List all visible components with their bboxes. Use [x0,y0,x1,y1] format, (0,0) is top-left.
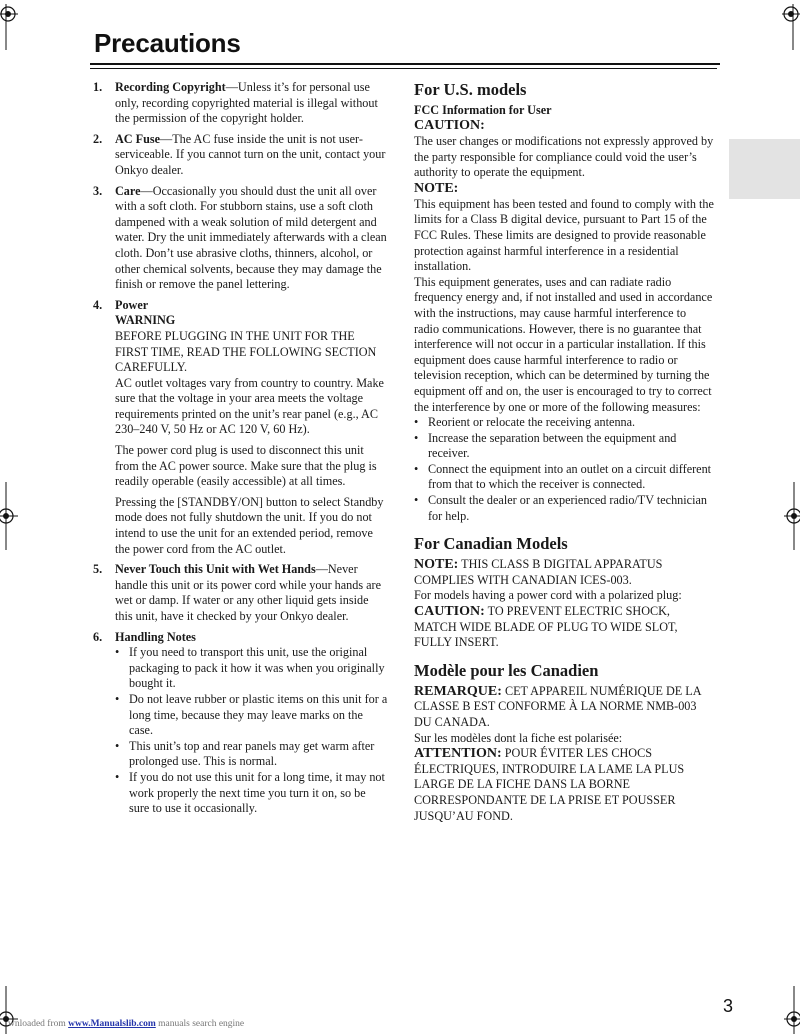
registration-mark-bottom-left-icon [0,984,22,1008]
caution-text: TO PREVENT ELECTRIC SHOCK, MATCH WIDE BLADE OF PLUG TO WIDE SLOT, FULLY INSERT. [414,604,678,650]
power-paragraph-plug: The power cord plug is used to disconnect this unit from the AC power source. Make sure that the plug is readily operable (easily accessible) at all times. [115,443,377,489]
attention-label: ATTENTION: [414,746,502,762]
header-rule-thin [90,68,717,69]
list-item: • Do not leave rubber or plastic items on this unit for a long time, because they may leave marks on the case. [115,691,388,738]
item-heading: Handling Notes [115,629,196,644]
right-column [414,80,714,834]
section-heading-canada: For Canadian Models [414,534,568,554]
item-number: 4. [93,297,103,312]
item-heading: AC Fuse [115,131,161,146]
precaution-item-ac-fuse [93,132,388,179]
item-text: —Occasionally you should dust the unit all over with a soft cloth. For stubborn stains, use a soft cloth dampened with a weak solution of mild detergent and water. Dry the unit immediately afterwards with a clean cloth. Don’t use abrasive cloths, thinners, alcohol, or other chemical solvents, because they may damage the finish or remove the panel lettering. [115,183,387,292]
caution-label: CAUTION: [414,604,485,620]
power-paragraph-standby: Pressing the [STANDBY/ON] button to select Standby mode does not fully shutdown the unit. If you do not intend to use the unit for an extended period, remove the power cord from the AC outlet. [115,494,384,556]
item-number: 2. [93,131,103,146]
item-number: 6. [93,629,103,644]
note-label: NOTE: [414,180,459,196]
manualslib-link[interactable]: www.Manualslib.com [68,1019,156,1029]
registration-mark-mid-right-icon [780,480,800,504]
warning-label: WARNING [115,313,176,328]
item-number: 1. [93,80,103,94]
remarque-text: CET APPAREIL NUMÉRIQUE DE LA CLASSE B EST CONFORME À LA NORME NMB-003 DU CANADA. [414,683,701,729]
polarized-plug-text: For models having a power cord with a polarized plug: [414,588,682,603]
list-item: • Consult the dealer or an experienced radio/TV technician for help. [414,493,707,523]
item-heading: Recording Copyright [115,80,226,94]
warning-text: BEFORE PLUGGING IN THE UNIT FOR THE FIRST TIME, READ THE FOLLOWING SECTION CAREFULLY. [115,328,377,375]
caution-label: CAUTION: [414,118,485,133]
remarque-label: REMARQUE: [414,683,502,699]
left-column [93,80,388,822]
attention-text: POUR ÉVITER LES CHOCS ÉLECTRIQUES, INTRODUIRE LA LAME LA PLUS LARGE DE LA FICHE DANS LA BORNE CORRESPONDANTE DE LA PRISE ET POUSSER JUSQU’AU FOND. [414,746,685,823]
list-item: • Reorient or relocate the receiving antenna. [414,415,636,430]
handling-notes-list [115,645,388,817]
list-item: • Connect the equipment into an outlet on a circuit different from that to which the receiver is connected. [414,461,712,492]
registration-mark-mid-left-icon [0,480,22,504]
section-heading-us: For U.S. models [414,80,527,99]
item-heading: Care [115,183,141,198]
fcc-subheading: FCC Information for User [414,103,552,117]
registration-mark-bottom-right-icon [780,984,800,1008]
page-number: 3 [723,996,734,1016]
registration-mark-top-right-icon [780,2,800,26]
download-footer [8,1019,244,1029]
precaution-item-handling-notes [93,630,388,817]
footer-suffix: manuals search engine [158,1019,245,1029]
item-heading: Power [115,297,149,312]
canadian-models-fr-section [414,661,714,824]
list-item: • If you do not use this unit for a long time, it may not work properly the next time you turn it on, so be sure to use it occasionally. [115,769,385,816]
page-title: Precautions [94,28,241,58]
item-text: —Unless it’s for personal use only, recording copyrighted material is illegal without the permission of the copyright holder. [115,80,378,126]
precaution-item-care [93,184,388,293]
item-number: 5. [93,562,103,577]
item-text: —Never handle this unit or its power cord while your hands are wet or damp. If water or any other liquid gets inside this unit, have it checked by your Onkyo dealer. [115,562,382,623]
item-text: —The AC fuse inside the unit is not user-serviceable. If you cannot turn on the unit, contact your Onkyo dealer. [115,131,386,177]
caution-text: The user changes or modifications not expressly approved by the party responsible for compliance could void the user’s authority to operate the equipment. [414,134,714,180]
item-heading: Never Touch this Unit with Wet Hands [115,562,316,577]
footer-prefix: wnloaded from [8,1019,66,1029]
section-heading-canada-fr: Modèle pour les Canadien [414,660,599,680]
list-item: • This unit’s top and rear panels may get warm after prolonged use. This is normal. [115,738,375,769]
registration-mark-top-left-icon [0,2,22,26]
header-rule-thick [90,63,720,65]
note-text-interference: This equipment generates, uses and can radiate radio frequency energy and, if not installed and used in accordance with the instructions, may cause harmful interference to radio communications. However, there is no guarantee that interference will not occur in a particular installation. If this equipment does cause harmful interference to radio or television reception, which can be determined by turning the equipment off and on, the user is encouraged to try to correct the interference by one or more of the following measures: [414,274,713,414]
us-models-section [414,80,714,524]
polarisee-text: Sur les modèles dont la fiche est polarisée: [414,730,623,745]
fcc-measures-list [414,415,714,524]
precaution-item-power [93,298,388,558]
note-label: NOTE: [414,557,459,573]
power-paragraph-voltage: AC outlet voltages vary from country to country. Make sure that the voltage in your area meets the voltage requirements printed on the unit’s rear panel (e.g., AC 230–240 V, 50 Hz or AC 120 V, 60 Hz). [115,375,384,437]
list-item: • If you need to transport this unit, use the original packaging to pack it how it was when you originally bought it. [115,645,385,691]
precaution-item-wet-hands [93,562,388,624]
canadian-models-section [414,534,714,651]
precaution-item-recording-copyright [93,80,388,127]
list-item: • Increase the separation between the equipment and receiver. [414,430,677,461]
note-text: THIS CLASS B DIGITAL APPARATUS COMPLIES WITH CANADIAN ICES-003. [414,557,663,587]
section-tab-marker [729,139,800,199]
item-number: 3. [93,183,103,198]
note-text-compliance: This equipment has been tested and found to comply with the limits for a Class B digital device, pursuant to Part 15 of the FCC Rules. These limits are designed to provide reasonable protection against harmful interference in a residential installation. [414,196,714,274]
